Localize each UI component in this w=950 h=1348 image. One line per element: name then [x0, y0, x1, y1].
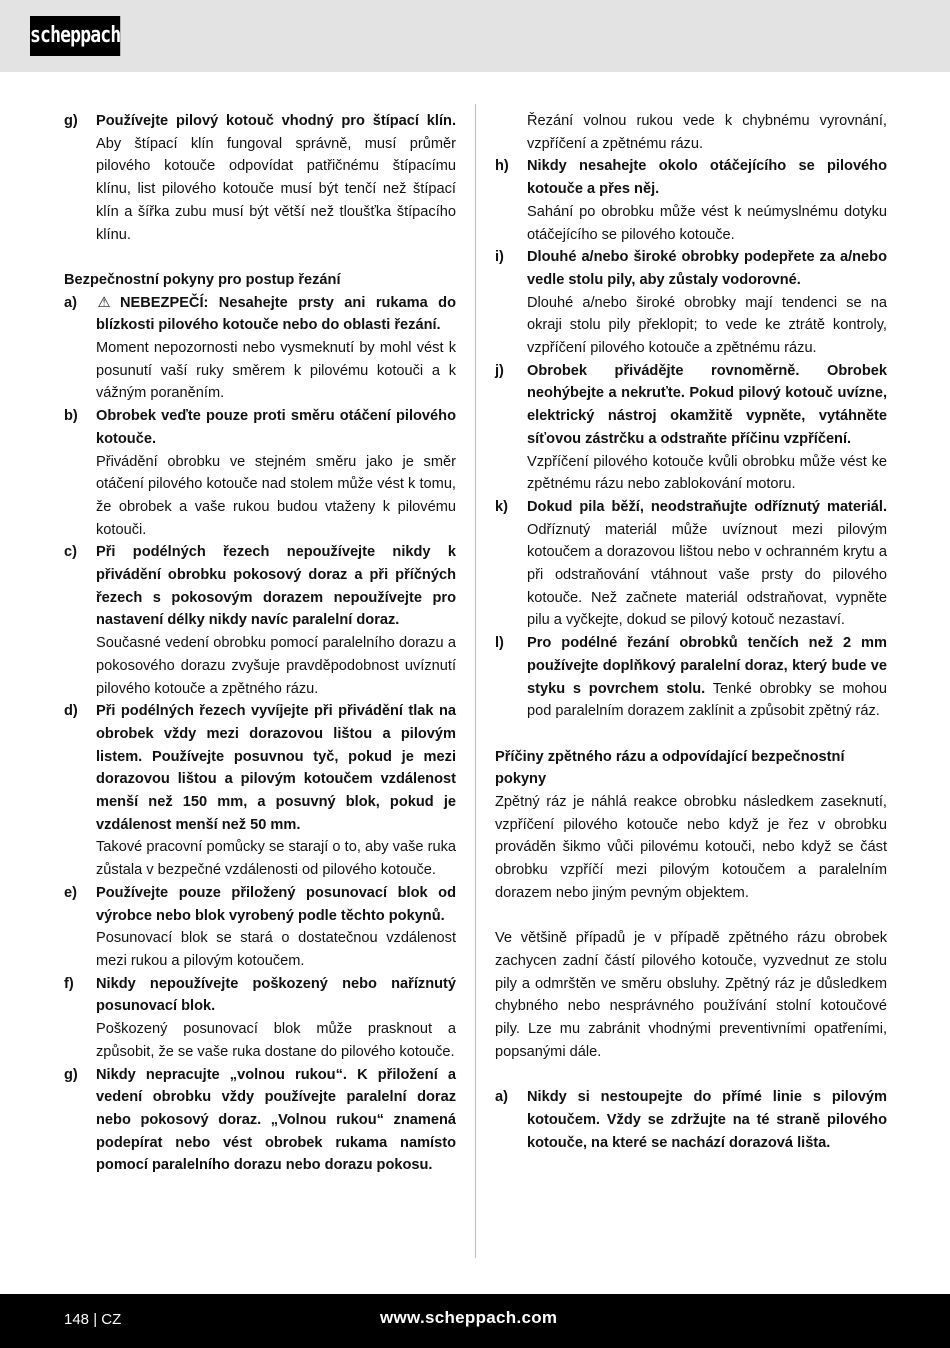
- item-label: c): [64, 544, 77, 561]
- list-item-c: [64, 541, 456, 700]
- list-item-b: [64, 405, 456, 541]
- column-divider: [475, 104, 476, 1258]
- website-link[interactable]: www.scheppach.com: [380, 1308, 558, 1327]
- page-header: [0, 0, 950, 72]
- warning-triangle-icon: ⚠: [97, 294, 111, 311]
- item-text: Odříznutý materiál může uvíznout mezi pilovým kotoučem a dorazovou lištou nebo v ochranném krytu a při odstraňování vtáhnout vaše prsty do pilového kotouče. Než začnete materiál odstraňovat, vypněte pilu a vyčkejte, dokud se pilový kotouč nezastaví.: [527, 521, 887, 629]
- item-bold-text: [96, 292, 456, 337]
- item-text: Řezání volnou rukou vede k chybnému vyrovnání, vzpříčení a zpětnému rázu.: [527, 113, 887, 152]
- item-label: a): [495, 1089, 508, 1106]
- item-bold-text: Pro podélné řezání obrobků tenčích než 2 mm používejte doplňkový paralelní doraz, který bude ve styku s povrchem stolu.: [527, 635, 887, 697]
- item-label: b): [64, 408, 78, 425]
- item-label: g): [64, 113, 78, 129]
- item-label: h): [495, 158, 509, 175]
- scheppach-logo: scheppach: [30, 16, 120, 56]
- item-bold-text: Používejte pilový kotouč vhodný pro štípací klín.: [96, 113, 456, 129]
- list-item-a-nebezpeci: [64, 292, 456, 406]
- paragraph-zpetny-raz-cause: Ve většině případů je v případě zpětného rázu obrobek zachycen zadní částí pilového kotouče, vyzvednut ze stolu pily a odmrštěn ve směru obsluhy. Zpětný ráz je důsledkem chybného nebo nesprávného používání stolní kotoučové pily. Lze mu zabránit vhodnými preventivními opatřeními, popsanými dále.: [495, 930, 887, 1060]
- item-bold-text: Nikdy nesahejte okolo otáčejícího se pilového kotouče a přes něj.: [527, 158, 887, 198]
- paragraph-zpetny-raz-definition: Zpětný ráz je náhlá reakce obrobku následkem zaseknutí, vzpříčení pilového kotouče nebo když je řez v obrobku prováděn šikmo vůči pilovému kotouči, nebo když se část obrobku vzpříčí mezi pilovým kotoučem a paralelním dorazem nebo jiným pevným objektem.: [495, 794, 887, 901]
- item-bold-text: Při podélných řezech vyvíjejte při přivádění tlak na obrobek vždy mezi dorazovou lištou a pilovým listem. Používejte posuvnou tyč, pokud je mezi dorazovou lištou a pilovým kotoučem vzdálenost menší než 150 mm, a posuvný blok, pokud je vzdálenost menší než 50 mm.: [96, 703, 456, 833]
- item-text: Posunovací blok se stará o dostatečnou vzdálenost mezi rukou a pilovým kotoučem.: [96, 930, 456, 969]
- spacer: [495, 905, 887, 928]
- item-text: Moment nepozornosti nebo vysmeknutí by mohl vést k posunutí vaší ruky směrem k pilovému kotouči a k vážným poraněním.: [96, 340, 456, 402]
- item-label: i): [495, 249, 504, 266]
- list-item-g-continuation: [495, 110, 887, 155]
- item-text: Přivádění obrobku ve stejném směru jako je směr otáčení pilového kotouče nad stolem může vést k tomu, že obrobek a vaše rukou budou vtaženy k pilovému kotouči.: [96, 453, 456, 538]
- list-item-h: [495, 155, 887, 246]
- item-bold-text: Obrobek přivádějte rovnoměrně. Obrobek neohýbejte a nekruťte. Pokud pilový kotouč uvízne, elektrický nástroj okamžitě vypněte, vytáhněte síťovou zástrčku a odstraňte příčinu vzpříčení.: [527, 362, 887, 447]
- list-item-g-pilovy-kotouc: [64, 110, 456, 246]
- item-label: j): [495, 362, 504, 379]
- item-label: f): [64, 975, 74, 992]
- item-bold-text: Nikdy nepoužívejte poškozený nebo naříznutý posunovací blok.: [96, 975, 456, 1015]
- item-text: Tenké obrobky se mohou pod paralelním dorazem zaklínit a způsobit zpětný ráz.: [527, 680, 887, 720]
- list-item-l: [495, 632, 887, 723]
- item-text: Dlouhé a/nebo široké obrobky mají tendenci se na okraji stolu pily překlopit; to vede ke ztrátě kontroly, vzpříčení pilového kotouče a zpětnému rázu.: [527, 294, 887, 357]
- list-item-k: [495, 496, 887, 632]
- item-bold-text: Obrobek veďte pouze proti směru otáčení pilového kotouče.: [96, 408, 456, 447]
- item-bold-text-content: NEBEZPEČÍ: Nesahejte prsty ani rukama do blízkosti pilového kotouče nebo do oblasti řezání.: [96, 294, 456, 334]
- item-body: [527, 496, 887, 632]
- section-heading-postup-rezani: Bezpečnostní pokyny pro postup řezání: [64, 271, 341, 288]
- item-label: e): [64, 884, 77, 901]
- item-label: g): [64, 1066, 78, 1083]
- item-label: k): [495, 498, 508, 515]
- item-text: Aby štípací klín fungoval správně, musí průměr pilového kotouče odpovídat patřičnému štípacímu klínu, list pilového kotouče musí být tenčí než štípací klín a šířka zubu musí být větší než tloušťka štípacího klínu.: [96, 135, 456, 243]
- list-item-e: [64, 882, 456, 973]
- spacer: [495, 1064, 887, 1087]
- list-item-d: [64, 700, 456, 882]
- list-item-g-volna-ruka: [64, 1064, 456, 1178]
- item-bold-text: Dokud pila běží, neodstraňujte odříznutý materiál.: [527, 498, 887, 515]
- item-bold-text: Používejte pouze přiložený posunovací blok od výrobce nebo blok vyrobený podle těchto pokynů.: [96, 884, 456, 924]
- item-body: [96, 110, 456, 246]
- right-column: [495, 110, 887, 1154]
- item-label: l): [495, 635, 504, 652]
- spacer: [495, 723, 887, 746]
- item-label: d): [64, 703, 78, 720]
- list-item-i: [495, 246, 887, 360]
- item-text: Sahání po obrobku může vést k neúmyslnému dotyku otáčejícího se pilového kotouče.: [527, 203, 887, 243]
- list-item-f: [64, 973, 456, 1064]
- item-text: Současné vedení obrobku pomocí paralelního dorazu a pokosového dorazu zvyšuje pravděpodobnost uvíznutí pilového kotouče a zpětného rázu.: [96, 635, 456, 697]
- item-label: a): [64, 294, 77, 311]
- section-heading-zpetny-raz: Příčiny zpětného rázu a odpovídající bezpečnostní pokyny: [495, 748, 845, 788]
- list-item-a-primka: [495, 1086, 887, 1154]
- item-bold-text: Při podélných řezech nepoužívejte nikdy k přivádění obrobku pokosový doraz a při příčných řezech s pokosovým dorazem nepoužívejte pro nastavení délky nikdy navíc paralelní doraz.: [96, 544, 456, 629]
- item-text: Vzpříčení pilového kotouče kvůli obrobku může vést ke zpětnému rázu nebo zablokování motoru.: [527, 453, 887, 493]
- list-item-j: [495, 360, 887, 496]
- spacer: [64, 246, 456, 269]
- page-number: 148 | CZ: [64, 1311, 122, 1328]
- item-bold-text: Dlouhé a/nebo široké obrobky podepřete za a/nebo vedle stolu pily, aby zůstaly vodorovné.: [527, 249, 887, 288]
- item-text: Takové pracovní pomůcky se starají o to, aby vaše ruka zůstala v bezpečné vzdálenosti od pilového kotouče.: [96, 839, 456, 879]
- item-bold-text: Nikdy si nestoupejte do přímé linie s pilovým kotoučem. Vždy se zdržujte na té straně pilového kotouče, na které se nachází dorazová lišta.: [527, 1089, 887, 1151]
- item-body: [527, 632, 887, 723]
- page-footer: [0, 1294, 950, 1348]
- left-column: [64, 110, 456, 1177]
- item-text: Poškozený posunovací blok může prasknout a způsobit, že se vaše ruka dostane do pilového kotouče.: [96, 1021, 456, 1060]
- item-bold-text: Nikdy nepracujte „volnou rukou“. K přiložení a vedení obrobku vždy používejte paralelní doraz nebo pokosový doraz. „Volnou rukou“ znamená podepírat nebo vést obrobek rukama namísto pomocí paralelního dorazu nebo dorazu pokosu.: [96, 1066, 456, 1174]
